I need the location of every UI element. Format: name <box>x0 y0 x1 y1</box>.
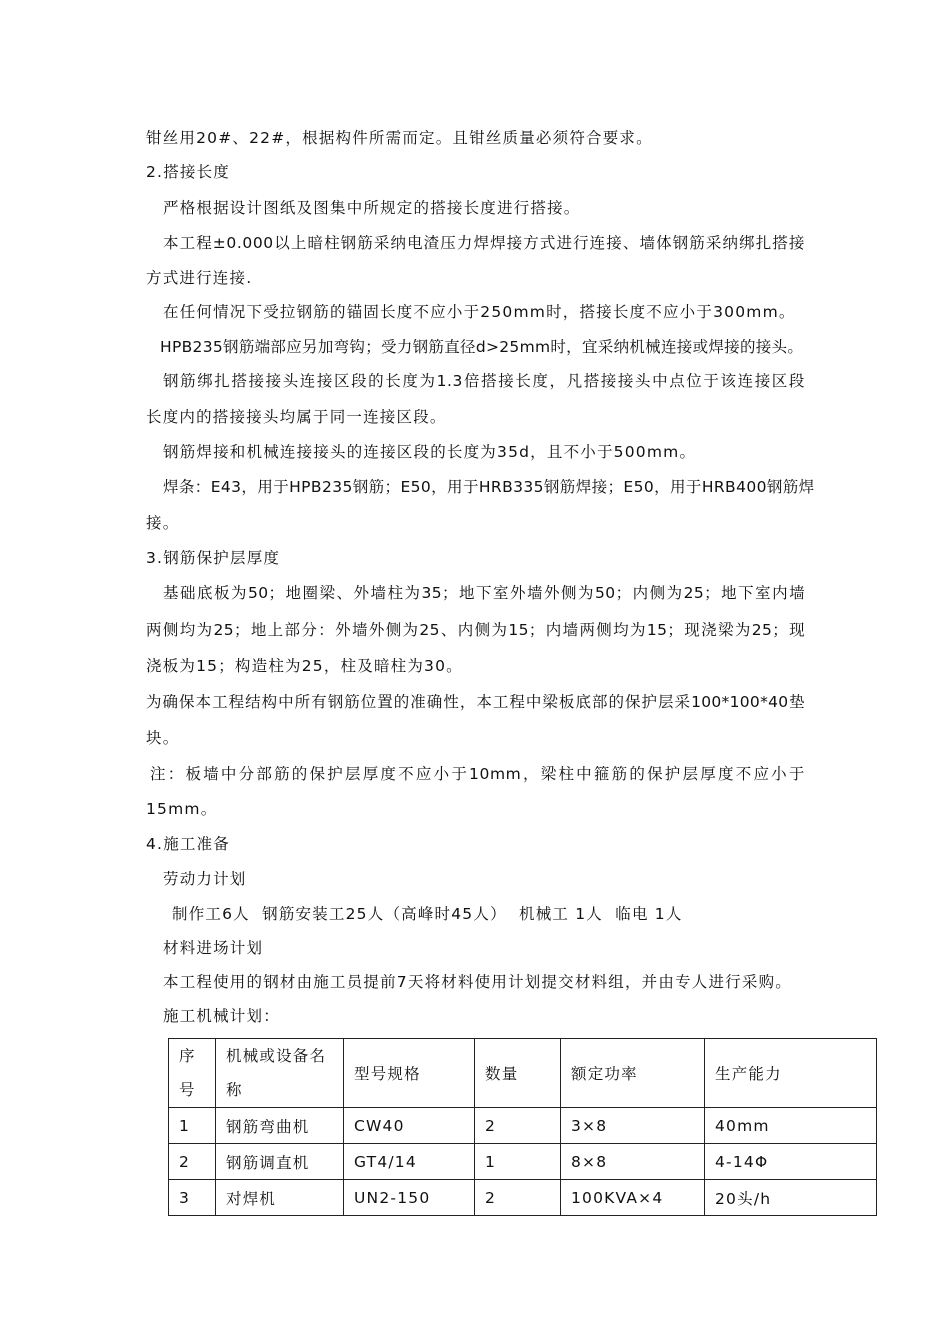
paragraph-material: 本工程使用的钢材由施工员提前7天将材料使用计划提交材料组，并由专人进行采购。 <box>163 973 792 991</box>
cell-qty: 1 <box>475 1144 561 1180</box>
heading-lap-length: 2.搭接长度 <box>146 163 230 181</box>
header-no-line2: 号 <box>179 1081 196 1099</box>
cell-power: 100KVA×4 <box>561 1180 705 1216</box>
cell-name: 对焊机 <box>216 1180 344 1216</box>
table-header-row <box>169 1039 877 1108</box>
paragraph-lap-length-5a: 钢筋绑扎搭接接头连接区段的长度为1.3倍搭接长度，凡搭接接头中点位于该连接区段 <box>163 372 805 390</box>
cell-power: 3×8 <box>561 1108 705 1144</box>
header-qty: 数量 <box>475 1039 561 1108</box>
paragraph-lap-length-7a: 焊条：E43，用于HPB235钢筋；E50，用于HRB335钢筋焊接；E50，用于HRB400钢筋焊 <box>163 478 815 496</box>
heading-cover-thickness: 3.钢筋保护层厚度 <box>146 549 281 567</box>
table-row <box>169 1144 877 1180</box>
cell-no: 1 <box>169 1108 216 1144</box>
cell-name: 钢筋弯曲机 <box>216 1108 344 1144</box>
header-name-line2: 称 <box>226 1081 243 1099</box>
heading-preparation: 4.施工准备 <box>146 835 230 853</box>
cell-model: CW40 <box>344 1108 475 1144</box>
cell-power: 8×8 <box>561 1144 705 1180</box>
paragraph-cover-1c: 浇板为15；构造柱为25，柱及暗柱为30。 <box>146 657 463 675</box>
paragraph-lap-length-2a: 本工程±0.000以上暗柱钢筋采纳电渣压力焊焊接方式进行连接、墙体钢筋采纳绑扎搭接 <box>163 234 805 252</box>
cell-name: 钢筋调直机 <box>216 1144 344 1180</box>
paragraph-lap-length-5b: 长度内的搭接接头均属于同一连接区段。 <box>146 408 447 426</box>
paragraph-cover-2b: 块。 <box>146 729 180 747</box>
cell-qty: 2 <box>475 1180 561 1216</box>
header-no <box>169 1039 216 1108</box>
paragraph-cover-2a: 为确保本工程结构中所有钢筋位置的准确性，本工程中梁板底部的保护层采100*100*40垫 <box>146 693 805 711</box>
paragraph-cover-1b: 两侧均为25；地上部分：外墙外侧为25、内侧为15；内墙两侧均为15；现浇梁为25；现 <box>146 621 805 639</box>
paragraph-cover-note-a: 注：板墙中分部筋的保护层厚度不应小于10mm，梁柱中箍筋的保护层厚度不应小于 <box>150 765 805 783</box>
cell-no: 2 <box>169 1144 216 1180</box>
header-name-line1: 机械或设备名 <box>226 1047 327 1065</box>
header-power: 额定功率 <box>561 1039 705 1108</box>
header-model: 型号规格 <box>344 1039 475 1108</box>
header-capacity: 生产能力 <box>705 1039 877 1108</box>
paragraph-cover-1a: 基础底板为50；地圈梁、外墙柱为35；地下室外墙外侧为50；内侧为25；地下室内墙 <box>163 584 805 602</box>
cell-model: UN2-150 <box>344 1180 475 1216</box>
paragraph-cover-note-b: 15mm。 <box>146 800 218 818</box>
subheading-labor-plan: 劳动力计划 <box>163 870 247 888</box>
paragraph-lap-length-2b: 方式进行连接. <box>146 269 253 287</box>
paragraph-lap-length-4: HPB235钢筋端部应另加弯钩；受力钢筋直径d>25mm时，宜采纳机械连接或焊接的接头。 <box>160 338 804 356</box>
paragraph-lap-length-7b: 接。 <box>146 514 180 532</box>
cell-qty: 2 <box>475 1108 561 1144</box>
subheading-material-plan: 材料进场计划 <box>163 939 264 957</box>
paragraph-lap-length-1: 严格根据设计图纸及图集中所规定的搭接长度进行搭接。 <box>163 199 581 217</box>
paragraph-binding-wire: 钳丝用20#、22#，根据构件所需而定。且钳丝质量必须符合要求。 <box>146 129 653 147</box>
cell-no: 3 <box>169 1180 216 1216</box>
cell-model: GT4/14 <box>344 1144 475 1180</box>
cell-capacity: 4-14Φ <box>705 1144 877 1180</box>
header-name <box>216 1039 344 1108</box>
paragraph-labor: 制作工6人 钢筋安装工25人（高峰时45人） 机械工 1人 临电 1人 <box>172 905 683 923</box>
paragraph-lap-length-6: 钢筋焊接和机械连接接头的连接区段的长度为35d，且不小于500mm。 <box>163 443 697 461</box>
table-row <box>169 1180 877 1216</box>
subheading-machinery-plan: 施工机械计划： <box>163 1007 280 1025</box>
cell-capacity: 20头/h <box>705 1180 877 1216</box>
machinery-table <box>168 1038 877 1216</box>
cell-capacity: 40mm <box>705 1108 877 1144</box>
header-no-line1: 序 <box>179 1047 196 1065</box>
table-row <box>169 1108 877 1144</box>
paragraph-lap-length-3: 在任何情况下受拉钢筋的锚固长度不应小于250mm时，搭接长度不应小于300mm。 <box>163 303 796 321</box>
